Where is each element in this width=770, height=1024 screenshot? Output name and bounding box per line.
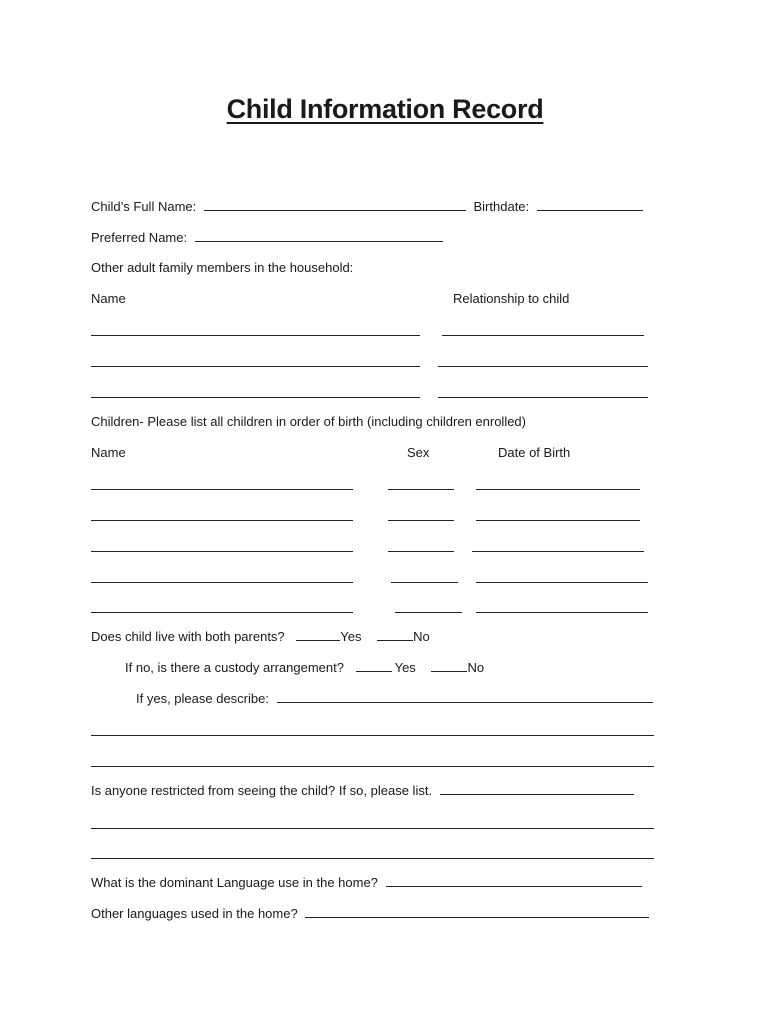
both-parents-yes-label: Yes bbox=[340, 629, 362, 644]
child-5-sex-field[interactable] bbox=[395, 612, 462, 613]
restricted-row bbox=[91, 783, 634, 799]
other-adults-label: Other adult family members in the household: bbox=[91, 260, 354, 275]
describe-label: If yes, please describe: bbox=[136, 691, 269, 706]
preferred-name-row bbox=[91, 230, 443, 246]
children-label: Children- Please list all children in order of birth (including children enrolled) bbox=[91, 414, 526, 429]
child-3-dob-field[interactable] bbox=[472, 551, 644, 552]
full-name-field[interactable] bbox=[204, 199, 466, 211]
both-parents-yes-field[interactable] bbox=[296, 629, 340, 641]
child-1-name-field[interactable] bbox=[91, 489, 353, 490]
adult-2-relationship-field[interactable] bbox=[438, 366, 648, 367]
child-4-dob-field[interactable] bbox=[476, 582, 648, 583]
custody-no-label: No bbox=[467, 660, 485, 675]
adult-1-relationship-field[interactable] bbox=[442, 335, 644, 336]
child-2-sex-field[interactable] bbox=[388, 520, 454, 521]
preferred-name-field[interactable] bbox=[195, 230, 443, 242]
both-parents-no-field[interactable] bbox=[377, 629, 413, 641]
adult-3-name-field[interactable] bbox=[91, 397, 420, 398]
children-dob-header: Date of Birth bbox=[498, 445, 571, 460]
child-2-name-field[interactable] bbox=[91, 520, 353, 521]
describe-field[interactable] bbox=[277, 691, 653, 703]
custody-yes-field[interactable] bbox=[356, 660, 392, 672]
adults-name-header: Name bbox=[91, 291, 126, 306]
child-1-dob-field[interactable] bbox=[476, 489, 640, 490]
child-5-dob-field[interactable] bbox=[476, 612, 648, 613]
restricted-question: Is anyone restricted from seeing the child? If so, please list. bbox=[91, 783, 433, 798]
custody-row bbox=[125, 660, 484, 676]
restricted-line-2[interactable] bbox=[91, 828, 654, 829]
other-languages-row bbox=[91, 906, 649, 922]
other-languages-question: Other languages used in the home? bbox=[91, 906, 298, 921]
children-name-header: Name bbox=[91, 445, 126, 460]
describe-row bbox=[136, 691, 653, 707]
child-3-name-field[interactable] bbox=[91, 551, 353, 552]
child-5-name-field[interactable] bbox=[91, 612, 353, 613]
describe-line-2[interactable] bbox=[91, 735, 654, 736]
child-4-sex-field[interactable] bbox=[391, 582, 458, 583]
child-2-dob-field[interactable] bbox=[476, 520, 640, 521]
both-parents-question: Does child live with both parents? bbox=[91, 629, 285, 644]
adults-relationship-header: Relationship to child bbox=[453, 291, 570, 306]
full-name-row bbox=[91, 199, 643, 215]
restricted-field[interactable] bbox=[440, 783, 634, 795]
custody-question: If no, is there a custody arrangement? bbox=[125, 660, 344, 675]
adult-1-name-field[interactable] bbox=[91, 335, 420, 336]
dominant-language-row bbox=[91, 875, 642, 891]
dominant-language-field[interactable] bbox=[386, 875, 642, 887]
adult-3-relationship-field[interactable] bbox=[438, 397, 648, 398]
both-parents-row bbox=[91, 629, 430, 645]
birthdate-field[interactable] bbox=[537, 199, 643, 211]
child-3-sex-field[interactable] bbox=[388, 551, 454, 552]
page-title: Child Information Record bbox=[226, 94, 544, 124]
preferred-name-label: Preferred Name: bbox=[91, 230, 188, 245]
birthdate-label: Birthdate: bbox=[473, 199, 530, 214]
adult-2-name-field[interactable] bbox=[91, 366, 420, 367]
custody-no-field[interactable] bbox=[431, 660, 467, 672]
child-4-name-field[interactable] bbox=[91, 582, 353, 583]
restricted-line-3[interactable] bbox=[91, 858, 654, 859]
children-sex-header: Sex bbox=[407, 445, 430, 460]
both-parents-no-label: No bbox=[413, 629, 430, 644]
child-1-sex-field[interactable] bbox=[388, 489, 454, 490]
dominant-language-question: What is the dominant Language use in the home? bbox=[91, 875, 378, 890]
full-name-label: Child’s Full Name: bbox=[91, 199, 197, 214]
custody-yes-label: Yes bbox=[394, 660, 416, 675]
other-languages-field[interactable] bbox=[305, 906, 649, 918]
describe-line-3[interactable] bbox=[91, 766, 654, 767]
